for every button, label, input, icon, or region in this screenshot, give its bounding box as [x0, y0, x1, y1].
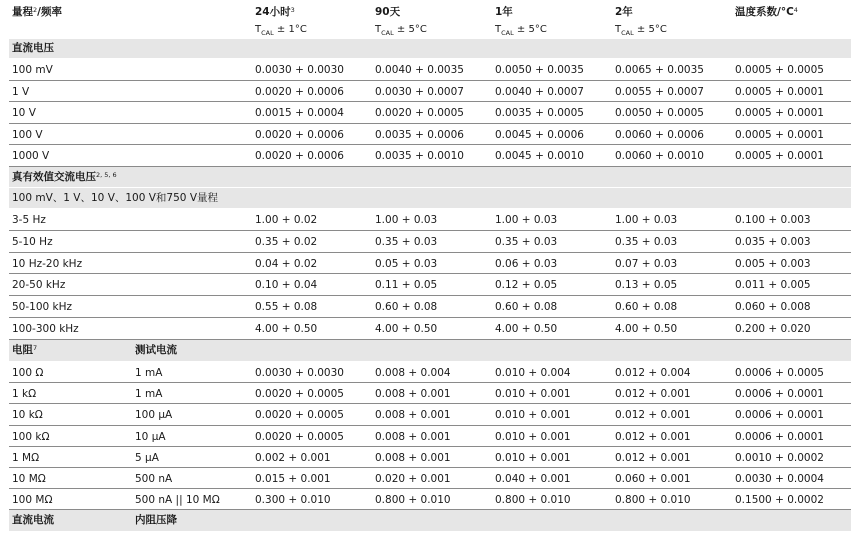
res-cell-1: 500 nA: [135, 473, 173, 485]
res-cell-3: 0.008 + 0.001: [375, 388, 451, 401]
acv-cell-4: 4.00 + 0.50: [615, 323, 678, 335]
acv-cell-4: 0.60 + 0.08: [615, 301, 678, 314]
res-cell-2: 0.0030 + 0.0030: [255, 367, 344, 379]
res-cell-6: 0.0030 + 0.0004: [735, 473, 824, 485]
header-90-day-temp: $T_{CAL} \pm 5^\circ C$: [375, 24, 427, 37]
res-cell-6: 0.1500 + 0.0002: [735, 494, 824, 507]
section-ac-voltage: [9, 167, 851, 187]
acv-cell-5: 0.005 + 0.003: [735, 257, 811, 270]
acv-cell-1: 0.35 + 0.02: [255, 235, 318, 248]
acv-cell-4: 0.13 + 0.05: [615, 279, 678, 292]
acv-cell-3: 4.00 + 0.50: [495, 323, 558, 335]
res-cell-4: 0.010 + 0.004: [495, 367, 571, 379]
res-cell-0: 100 Ω: [12, 367, 44, 379]
header-90-day: 90天: [375, 6, 401, 18]
res-cell-5: 0.012 + 0.001: [615, 430, 691, 443]
res-cell-6: 0.0006 + 0.0001: [735, 409, 824, 422]
dcv-cell-5: 0.0005 + 0.0001: [735, 150, 824, 163]
res-cell-4: 0.010 + 0.001: [495, 451, 571, 464]
res-cell-0: 10 MΩ: [12, 473, 46, 485]
res-cell-5: 0.800 + 0.010: [615, 494, 691, 507]
res-cell-0: 100 MΩ: [12, 494, 53, 507]
header-24-hour-temp: $T_{CAL} \pm 1^\circ C$: [255, 24, 307, 37]
res-cell-2: 0.0020 + 0.0005: [255, 388, 344, 401]
res-cell-0: 100 kΩ: [12, 430, 50, 443]
dcv-cell-2: 0.0020 + 0.0005: [375, 107, 464, 120]
dcv-cell-1: 0.0030 + 0.0030: [255, 64, 344, 76]
row-divider: [9, 166, 851, 167]
res-cell-3: 0.008 + 0.001: [375, 409, 451, 422]
row-divider: [9, 509, 851, 510]
acv-cell-0: 5-10 Hz: [12, 235, 53, 248]
acv-cell-2: 0.60 + 0.08: [375, 301, 438, 314]
dcv-cell-1: 0.0020 + 0.0006: [255, 85, 344, 98]
dcv-cell-2: 0.0035 + 0.0006: [375, 128, 464, 141]
res-cell-1: 5 µA: [135, 451, 159, 464]
dcv-cell-5: 0.0005 + 0.0001: [735, 128, 824, 141]
section-dc-voltage: [9, 39, 851, 58]
res-cell-6: 0.0006 + 0.0001: [735, 430, 824, 443]
dcv-cell-2: 0.0035 + 0.0010: [375, 150, 464, 163]
res-cell-5: 0.012 + 0.001: [615, 409, 691, 422]
dcv-cell-5: 0.0005 + 0.0001: [735, 85, 824, 98]
section-dc-voltage-title: 直流电压: [12, 42, 54, 54]
dcv-cell-4: 0.0065 + 0.0035: [615, 64, 704, 76]
res-cell-0: 1 kΩ: [12, 388, 37, 401]
res-cell-1: 1 mA: [135, 367, 163, 379]
header-range-frequency: 量程$^2$/频率: [12, 6, 62, 18]
res-cell-2: 0.300 + 0.010: [255, 494, 331, 507]
dcv-cell-5: 0.0005 + 0.0005: [735, 64, 824, 76]
header-2-year: 2年: [615, 6, 633, 18]
acv-cell-1: 4.00 + 0.50: [255, 323, 318, 335]
section-resistance-test-current: 测试电流: [135, 344, 177, 356]
res-cell-1: 100 µA: [135, 409, 173, 422]
ac-voltage-range-note: 100 mV、1 V、10 V、100 V和750 V量程: [12, 192, 218, 204]
dcv-cell-4: 0.0055 + 0.0007: [615, 85, 704, 98]
dcv-cell-0: 1000 V: [12, 150, 50, 163]
dcv-cell-3: 0.0035 + 0.0005: [495, 107, 584, 120]
res-cell-0: 10 kΩ: [12, 409, 43, 422]
res-cell-2: 0.0020 + 0.0005: [255, 430, 344, 443]
res-cell-6: 0.0006 + 0.0005: [735, 367, 824, 379]
acv-cell-2: 0.35 + 0.03: [375, 235, 438, 248]
res-cell-1: 500 nA || 10 MΩ: [135, 494, 220, 507]
res-cell-5: 0.060 + 0.001: [615, 473, 691, 485]
acv-cell-5: 0.011 + 0.005: [735, 279, 811, 292]
res-cell-6: 0.0006 + 0.0001: [735, 388, 824, 401]
res-cell-0: 1 MΩ: [12, 451, 40, 464]
res-cell-2: 0.0020 + 0.0005: [255, 409, 344, 422]
dcv-cell-4: 0.0060 + 0.0010: [615, 150, 704, 163]
dcv-cell-1: 0.0015 + 0.0004: [255, 107, 344, 120]
res-cell-3: 0.800 + 0.010: [375, 494, 451, 507]
acv-cell-1: 0.04 + 0.02: [255, 257, 318, 270]
section-dc-current-burden-voltage: 内阻压降: [135, 514, 177, 526]
res-cell-4: 0.800 + 0.010: [495, 494, 571, 507]
acv-cell-5: 0.035 + 0.003: [735, 235, 811, 248]
res-cell-1: 10 µA: [135, 430, 166, 443]
dcv-cell-3: 0.0045 + 0.0006: [495, 128, 584, 141]
res-cell-4: 0.010 + 0.001: [495, 409, 571, 422]
dcv-cell-1: 0.0020 + 0.0006: [255, 150, 344, 163]
acv-cell-2: 0.05 + 0.03: [375, 257, 438, 270]
res-cell-4: 0.010 + 0.001: [495, 388, 571, 401]
dcv-cell-0: 1 V: [12, 85, 30, 98]
header-2-year-temp: $T_{CAL} \pm 5^\circ C$: [615, 24, 667, 37]
acv-cell-4: 0.07 + 0.03: [615, 257, 678, 270]
res-cell-5: 0.012 + 0.001: [615, 388, 691, 401]
acv-cell-1: 1.00 + 0.02: [255, 214, 318, 226]
res-cell-3: 0.008 + 0.001: [375, 451, 451, 464]
acv-cell-0: 100-300 kHz: [12, 323, 79, 335]
res-cell-4: 0.040 + 0.001: [495, 473, 571, 485]
header-temp-coefficient: 温度系数$/^\circ C^4$: [735, 6, 798, 18]
res-cell-5: 0.012 + 0.001: [615, 451, 691, 464]
res-cell-3: 0.008 + 0.001: [375, 430, 451, 443]
section-dc-current: [9, 510, 851, 531]
row-divider: [9, 339, 851, 340]
dcv-cell-4: 0.0050 + 0.0005: [615, 107, 704, 120]
acv-cell-0: 50-100 kHz: [12, 301, 73, 314]
res-cell-6: 0.0010 + 0.0002: [735, 451, 824, 464]
acv-cell-0: 3-5 Hz: [12, 214, 46, 226]
dcv-cell-3: 0.0040 + 0.0007: [495, 85, 584, 98]
res-cell-3: 0.008 + 0.004: [375, 367, 451, 379]
dcv-cell-3: 0.0050 + 0.0035: [495, 64, 584, 76]
dcv-cell-0: 100 mV: [12, 64, 53, 76]
res-cell-5: 0.012 + 0.004: [615, 367, 691, 379]
acv-cell-3: 0.35 + 0.03: [495, 235, 558, 248]
acv-cell-5: 0.100 + 0.003: [735, 214, 811, 226]
acv-cell-0: 20-50 kHz: [12, 279, 66, 292]
header-24-hour: 24小时$^3$: [255, 6, 295, 18]
acv-cell-3: 0.12 + 0.05: [495, 279, 558, 292]
acv-cell-0: 10 Hz-20 kHz: [12, 257, 83, 270]
section-resistance: [9, 340, 851, 361]
dcv-cell-2: 0.0040 + 0.0035: [375, 64, 464, 76]
dcv-cell-0: 10 V: [12, 107, 36, 120]
acv-cell-3: 0.06 + 0.03: [495, 257, 558, 270]
acv-cell-3: 1.00 + 0.03: [495, 214, 558, 226]
dcv-cell-1: 0.0020 + 0.0006: [255, 128, 344, 141]
dcv-cell-0: 100 V: [12, 128, 43, 141]
res-cell-2: 0.002 + 0.001: [255, 451, 331, 464]
acv-cell-1: 0.10 + 0.04: [255, 279, 318, 292]
section-ac-voltage-note: [9, 188, 851, 208]
acv-cell-2: 4.00 + 0.50: [375, 323, 438, 335]
header-1-year-temp: $T_{CAL} \pm 5^\circ C$: [495, 24, 547, 37]
acv-cell-5: 0.060 + 0.008: [735, 301, 811, 314]
acv-cell-5: 0.200 + 0.020: [735, 323, 811, 335]
header-1-year: 1年: [495, 6, 513, 18]
acv-cell-4: 1.00 + 0.03: [615, 214, 678, 226]
section-ac-voltage-title: 真有效值交流电压$^{2, 5, 6}$: [12, 171, 117, 183]
dcv-cell-5: 0.0005 + 0.0001: [735, 107, 824, 120]
acv-cell-1: 0.55 + 0.08: [255, 301, 318, 314]
acv-cell-2: 1.00 + 0.03: [375, 214, 438, 226]
dcv-cell-4: 0.0060 + 0.0006: [615, 128, 704, 141]
dcv-cell-3: 0.0045 + 0.0010: [495, 150, 584, 163]
section-resistance-title: 电阻$^7$: [12, 344, 38, 356]
acv-cell-2: 0.11 + 0.05: [375, 279, 438, 292]
res-cell-2: 0.015 + 0.001: [255, 473, 331, 485]
dcv-cell-2: 0.0030 + 0.0007: [375, 85, 464, 98]
acv-cell-4: 0.35 + 0.03: [615, 235, 678, 248]
section-dc-current-title: 直流电流: [12, 514, 54, 526]
res-cell-3: 0.020 + 0.001: [375, 473, 451, 485]
res-cell-4: 0.010 + 0.001: [495, 430, 571, 443]
res-cell-1: 1 mA: [135, 388, 163, 401]
acv-cell-3: 0.60 + 0.08: [495, 301, 558, 314]
